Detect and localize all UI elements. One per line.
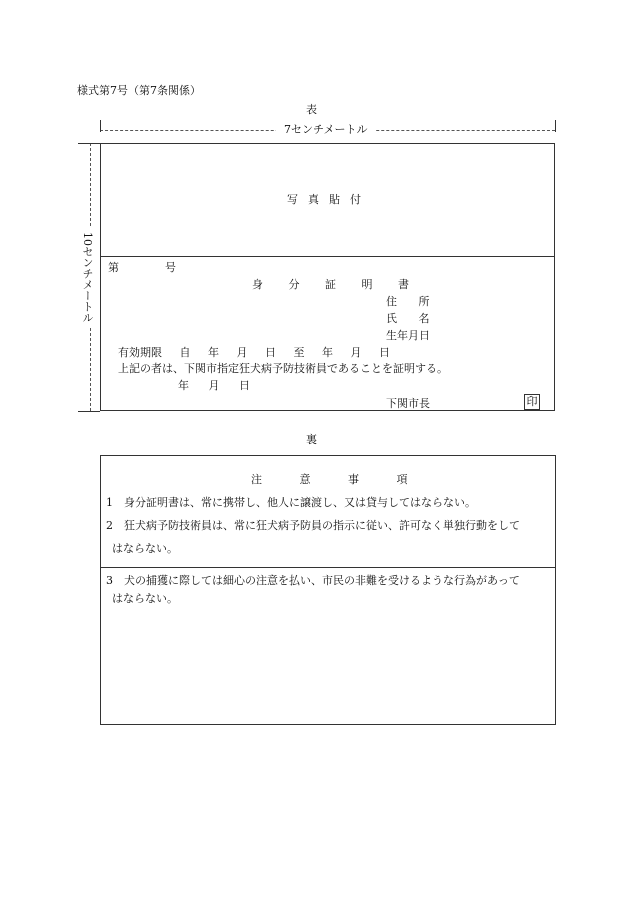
height-dimension-top-tick: [78, 143, 100, 144]
width-dimension-label: 7センチメートル: [276, 124, 376, 135]
card-title: 身 分 証 明 書: [252, 278, 409, 291]
note-item-2-line-2: はならない。: [112, 542, 178, 555]
form-number-label: 様式第7号（第7条関係）: [77, 84, 201, 97]
photo-attach-label: 写真貼付: [287, 193, 371, 206]
issue-date-line: 年 月 日: [178, 379, 250, 392]
width-dimension-left-tick: [100, 120, 101, 132]
name-label: 氏 名: [386, 312, 430, 325]
note-item-3-line-1: 3 犬の捕獲に際しては細心の注意を払い、市民の非難を受けるような行為があって: [106, 574, 520, 587]
notes-heading: 注 意 事 項: [251, 473, 408, 486]
issuer-label: 下関市長: [386, 397, 430, 410]
back-card-divider: [100, 567, 556, 568]
certificate-number-prefix: 第: [108, 261, 119, 274]
front-side-title: 表: [306, 103, 317, 116]
width-dimension-right-tick: [555, 120, 556, 132]
date-of-birth-label: 生年月日: [386, 329, 430, 342]
validity-period-line: 有効期限 自 年 月 日 至 年 月 日: [118, 346, 390, 359]
photo-area-divider: [100, 256, 555, 257]
note-item-3-line-2: はならない。: [112, 592, 178, 605]
height-dimension-bottom-tick: [78, 411, 100, 412]
certificate-number-suffix: 号: [165, 261, 176, 274]
note-item-2-line-1: 2 狂犬病予防技術員は、常に狂犬病予防員の指示に従い、許可なく単独行動をして: [106, 519, 520, 532]
back-side-title: 裏: [306, 433, 317, 446]
certification-statement: 上記の者は、下関市指定狂犬病予防技術員であることを証明する。: [118, 362, 448, 375]
note-item-1: 1 身分証明書は、常に携帯し、他人に譲渡し、又は貸与してはならない。: [106, 496, 476, 509]
seal-stamp-box: 印: [524, 394, 540, 410]
height-dimension-label: 10センチメートル: [82, 228, 93, 327]
address-label: 住 所: [386, 295, 430, 308]
